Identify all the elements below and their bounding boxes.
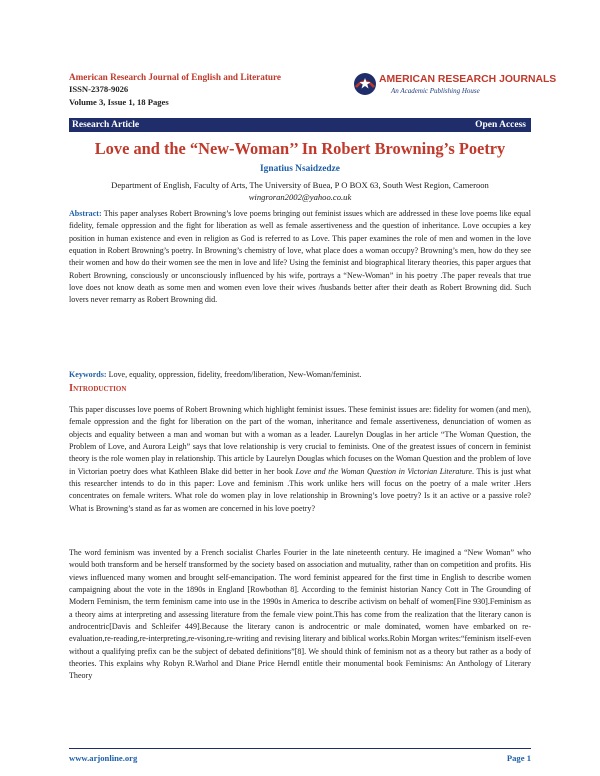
keywords-label: Keywords:	[69, 370, 107, 379]
article-type: Research Article	[72, 120, 140, 130]
footer-divider	[69, 748, 531, 749]
article-type-bar	[69, 118, 531, 132]
page-number: Page 1	[506, 753, 531, 763]
journal-name: American Research Journal of English and Literature	[69, 72, 281, 82]
introduction-paragraph-1	[69, 404, 531, 515]
access-type: Open Access	[475, 120, 526, 130]
paragraph-text: This paper discusses love poems of Robert Browning which highlight feminist issues. These feminist issues are: fidelity for women (and men), female oppression and the fight for liberation on the part of the woman, inheritance and female assertiveness, denunciation of women as objects and equality between a man and woman but with a woman as a leader. Laurelyn Douglas in her article “The Woman Question, the Problem of Love, and Aurora Leigh” says that love relationship is very crucial to feminists. One of the greatest issues of concern in feminist theory is the role women play in relationship. This article by Laurelyn Douglas which focuses on the Woman Question and the problem of love in Victorian poetry does what Kathleen Blake did better in her book	[69, 405, 531, 476]
abstract-text: This paper analyses Robert Browning’s love poems bringing out feminist issues which are addressed in these love poems like equal fidelity, female oppression and the fight for liberation as well as female assertiveness and the question of inheritance. Love occupies a key position in human existence and even in religion as God is referred to as Love. This paper examines the role of men and women in the love equation in Robert Browning’s poetry. In Browning’s chemistry of love, what place does a woman occupy? Browning’s men, how do they see their women and how do their women see the men in love and life? Using the feminist and biographical literary theories, this paper argues that Robert Browning, consciously or unconsciously influenced by his wife, portrays a “New-Woman” in his poetry .The paper reveals that true love does not know death as some men and women even love their wives /husbands better after their death as Robert Browning did. Such lovers never remarry as Robert Browning did.	[69, 209, 531, 305]
abstract-label: Abstract:	[69, 209, 102, 218]
author-name: Ignatius Nsaidzedze	[260, 164, 340, 174]
footer-website[interactable]: www.arjonline.org	[69, 753, 138, 763]
introduction-paragraph-2: The word feminism was invented by a French socialist Charles Fourier in the late nineteenth century. He imagined a “New Woman” who would both transform and be herself transformed by the society based on association and mutuality, rather than on competition and profits. His views influenced many women and brought self-emancipation. The word feminist appeared for the first time in English to describe women campaigning about the vote in the 1890s in England [Rowbothan 8]. According to the feminist historian Nancy Cott in The Grounding of Modern Feminism, the term feminism came into use in the 1990s in America to describe activism on behalf of women[Fine 930].Feminism as a theory aims at interpreting and assessing literature from the female view point.This has come from the realization that the literary canon is androcentric[Davis and Schleifer 449].Because the literary canon is androcentric or male dominated, women have embarked on re-evaluation,re-reading,re-interpreting,re-visoning,re-writing and revising literary and biblical works.Robin Morgan writes:“feminism itself-even without a qualifying prefix can be the subject of debated definitions”[8]. We should think of feminism not as a theory but rather as a body of theories. This explains why Robyn R.Warhol and Diane Price Herndl entitle their monumental book Feminisms: An Anthology of Literary Theory	[69, 548, 531, 681]
logo-tagline: An Academic Publishing House	[391, 87, 480, 95]
volume-info: Volume 3, Issue 1, 18 Pages	[69, 97, 169, 107]
logo-emblem-icon	[353, 72, 377, 96]
section-heading-introduction: Introduction	[69, 383, 127, 394]
book-title: Love and the Woman Question in Victorian Literature	[295, 466, 473, 476]
author-affiliation: Department of English, Faculty of Arts, The University of Buea, P O BOX 63, South West Region, Cameroon	[111, 180, 489, 190]
issn: ISSN-2378-9026	[69, 84, 129, 94]
publisher-logo	[353, 72, 557, 98]
author-email: wingroran2002@yahoo.co.uk	[248, 192, 352, 202]
abstract	[69, 208, 531, 307]
article-title: Love and the “New-Woman’’ In Robert Browning’s Poetry	[94, 139, 506, 158]
logo-name: AMERICAN RESEARCH JOURNALS	[379, 74, 557, 85]
paragraph-text: . This is just what this researcher intends to do in this paper: Love and feminism .This work unlike hers will focus on the poetry of a male writer .Hers concentrates on female writers. What role do women play in love relationship in Browning’s love poetry? Is it an active or a passive role? What is Browning’s stand as far as women are concerned in his love poetry?	[69, 466, 531, 513]
keywords-text: Love, equality, oppression, fidelity, freedom/liberation, New-Woman/feminist.	[108, 370, 362, 379]
keywords	[69, 369, 531, 381]
